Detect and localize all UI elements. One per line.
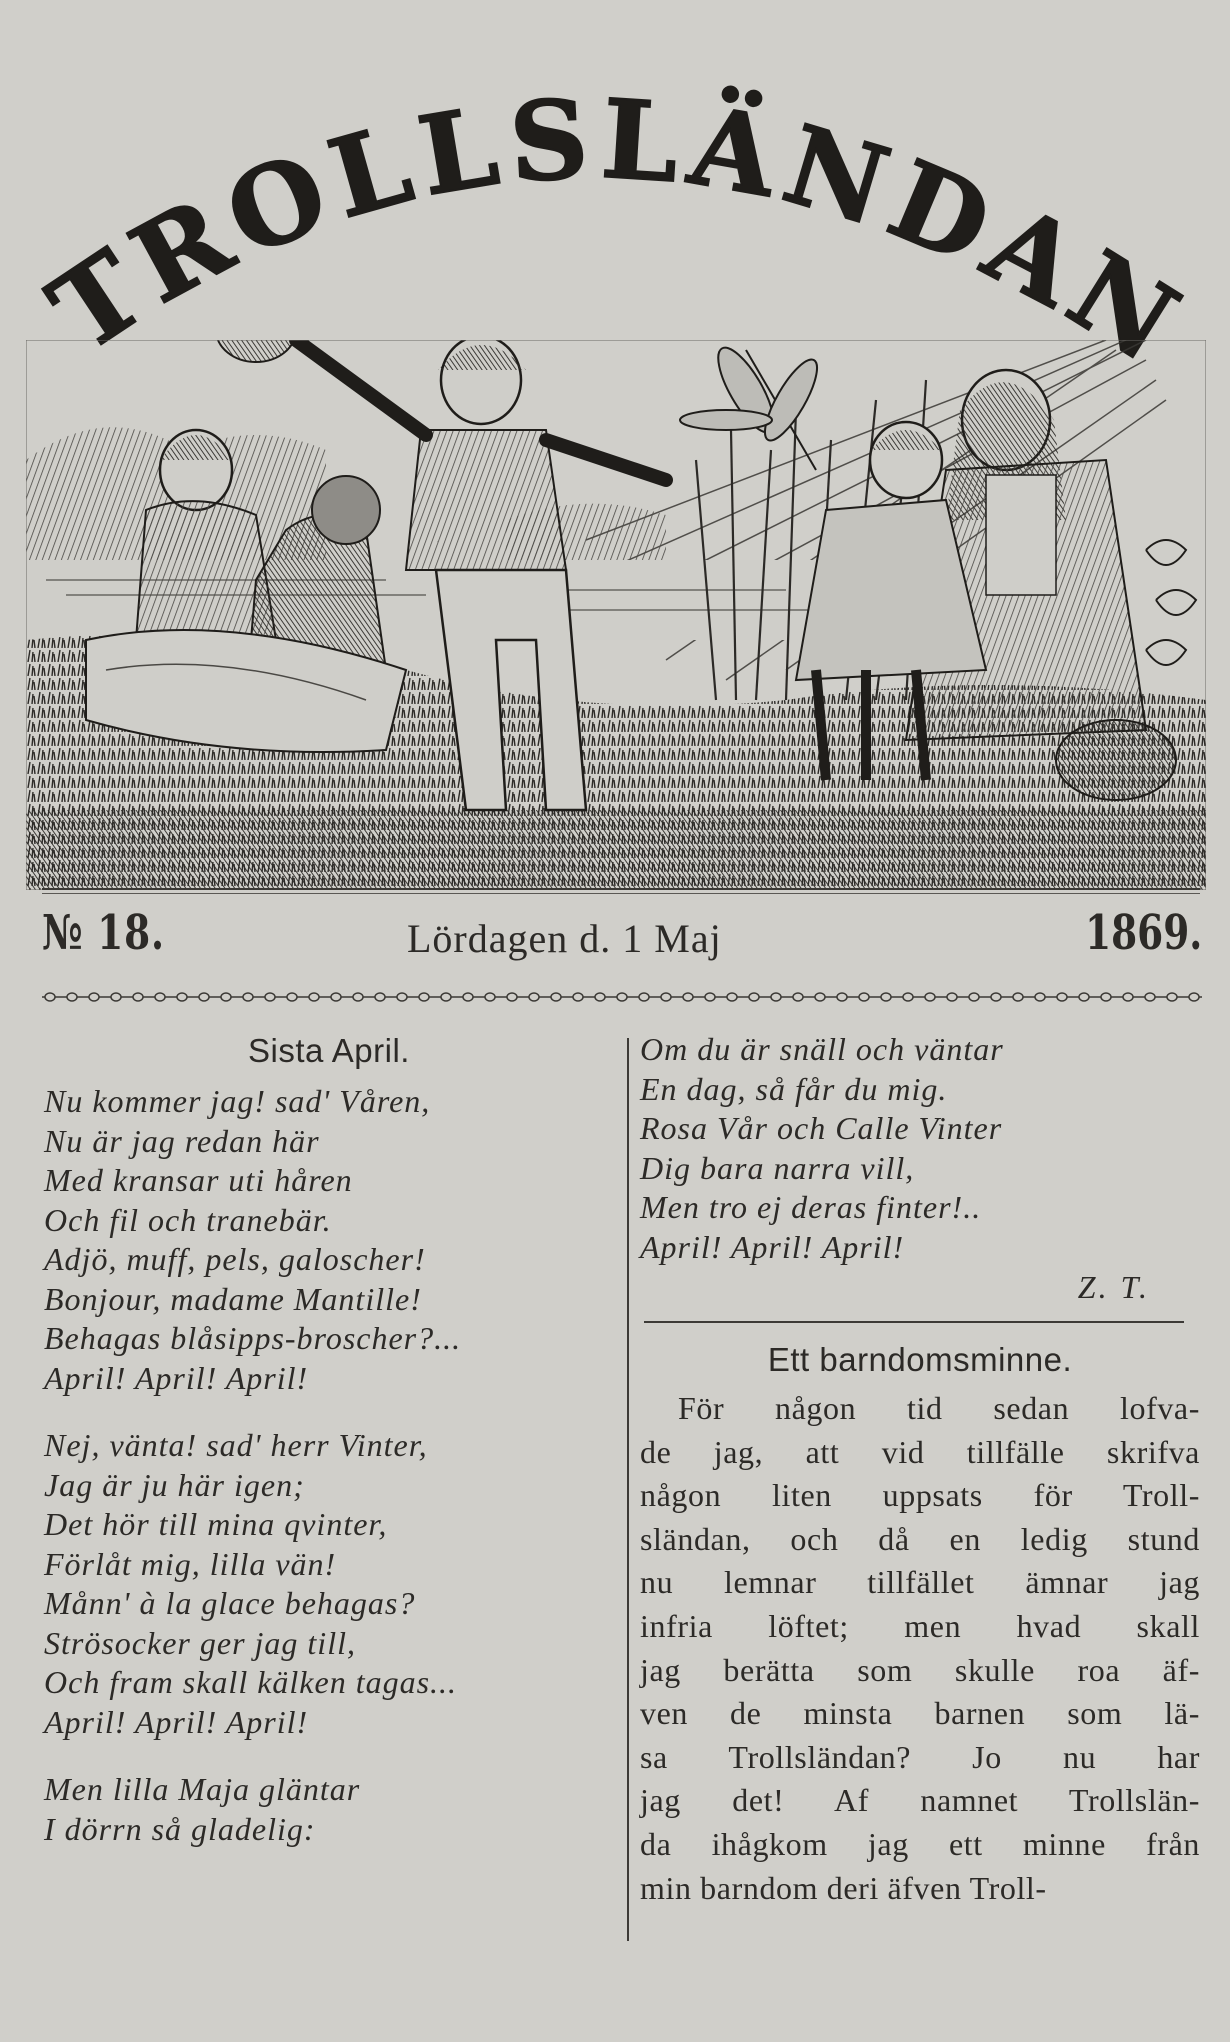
chain-link [199, 993, 209, 1001]
poem-stanza-2 [44, 1426, 614, 1742]
chain-link [441, 993, 451, 1001]
chain-link [485, 993, 495, 1001]
verse-line: I dörrn så gladelig: [44, 1810, 316, 1847]
chain-link [969, 993, 979, 1001]
chain-link [67, 993, 77, 1001]
issue-year: 1869. [1084, 905, 1202, 961]
prose-line: För någon tid sedan lofva- [678, 1390, 1200, 1426]
verse-line: Strösocker ger jag till, [44, 1624, 356, 1661]
chain-link [1189, 993, 1199, 1001]
issue-date: Lördagen d. 1 Maj [407, 916, 722, 961]
chain-link [749, 993, 759, 1001]
chain-link [837, 993, 847, 1001]
chain-link [705, 993, 715, 1001]
header-rule [42, 888, 1200, 890]
prose-line: nu lemnar tillfället ämnar jag [640, 1564, 1200, 1601]
chain-link [881, 993, 891, 1001]
poem-signature: Z. T. [1077, 1269, 1150, 1305]
chain-link [1101, 993, 1111, 1001]
dragonfly-icon [680, 340, 826, 470]
chain-link [1013, 993, 1023, 1001]
chain-link [1123, 993, 1133, 1001]
chain-link [617, 993, 627, 1001]
chain-link [859, 993, 869, 1001]
issue-number: № 18. [42, 905, 165, 961]
prose-line: infria löftet; men hvad skall [640, 1607, 1200, 1644]
verse-line: Nu är jag redan här [44, 1122, 320, 1159]
verse-line: Bonjour, madame Mantille! [44, 1280, 422, 1317]
chain-link [727, 993, 737, 1001]
chain-link [1079, 993, 1089, 1001]
poem-title: Sista April. [248, 1032, 410, 1069]
chain-link [331, 993, 341, 1001]
prose-line: sa Trollsländan? Jo nu har [640, 1738, 1200, 1775]
header-rule-thin [42, 893, 1200, 894]
chain-link [683, 993, 693, 1001]
chain-link [45, 993, 55, 1001]
chain-link [287, 993, 297, 1001]
prose-line: någon liten uppsats för Troll- [640, 1477, 1200, 1514]
chain-link [925, 993, 935, 1001]
prose-line: jag det! Af namnet Trollslän- [640, 1782, 1200, 1819]
chain-link [133, 993, 143, 1001]
chain-link [221, 993, 231, 1001]
verse-line: Behagas blåsipps-broscher?... [44, 1320, 462, 1356]
verse-line: April! April! April! [44, 1703, 309, 1740]
masthead-engraving [26, 340, 1206, 890]
verse-line: Men lilla Maja gläntar [44, 1771, 361, 1807]
verse-line: Nu kommer jag! sad' Våren, [44, 1083, 431, 1119]
verse-line: Men tro ej deras finter!.. [640, 1189, 982, 1225]
chain-link [573, 993, 583, 1001]
chain-link [903, 993, 913, 1001]
verse-line: En dag, så får du mig. [640, 1070, 948, 1107]
verse-line: Om du är snäll och väntar [640, 1031, 1004, 1067]
chain-link [661, 993, 671, 1001]
verse-line: Och fram skall kälken tagas... [44, 1664, 458, 1700]
chain-link [89, 993, 99, 1001]
chain-link [947, 993, 957, 1001]
chain-link [243, 993, 253, 1001]
chain-link [793, 993, 803, 1001]
chain-link [309, 993, 319, 1001]
poem-stanza-3 [44, 1770, 614, 1849]
prose-line: ven de minsta barnen som lä- [640, 1695, 1200, 1732]
prose-line: min barndom deri äfven Troll- [640, 1869, 1047, 1906]
prose-line: da ihågkom jag ett minne från [640, 1825, 1200, 1862]
chain-link [177, 993, 187, 1001]
verse-line: April! April! April! [44, 1359, 309, 1396]
chain-link [1057, 993, 1067, 1001]
right-column [640, 1030, 1200, 1910]
chain-border [42, 990, 1202, 1004]
chain-link [111, 993, 121, 1001]
verse-line: Dig bara narra vill, [640, 1149, 915, 1186]
chain-link [595, 993, 605, 1001]
verse-line: Det hör till mina qvinter, [44, 1506, 388, 1542]
poem-stanza-1 [44, 1082, 614, 1398]
chain-link [529, 993, 539, 1001]
chain-link [1145, 993, 1155, 1001]
verse-line: Adjö, muff, pels, galoscher! [44, 1241, 426, 1277]
chain-link [991, 993, 1001, 1001]
section-rule [644, 1321, 1184, 1323]
left-column [44, 1030, 614, 1849]
chain-link [419, 993, 429, 1001]
poem-stanza-3-continued [640, 1030, 1200, 1267]
verse-line: Och fil och tranebär. [44, 1201, 332, 1238]
chain-link [353, 993, 363, 1001]
verse-line: Förlåt mig, lilla vän! [44, 1545, 337, 1582]
chain-link [551, 993, 561, 1001]
verse-line: Med kransar uti håren [44, 1162, 353, 1198]
chain-link [1167, 993, 1177, 1001]
chain-link [507, 993, 517, 1001]
story-title: Ett barndomsminne. [767, 1341, 1073, 1378]
chain-link [375, 993, 385, 1001]
prose-line: jag berätta som skulle roa äf- [640, 1651, 1200, 1688]
verse-line: Månn' à la glace behagas? [44, 1585, 416, 1621]
chain-link [639, 993, 649, 1001]
chain-link [463, 993, 473, 1001]
chain-link [265, 993, 275, 1001]
svg-text:TROLLSLÄNDAN: TROLLSLÄNDAN [29, 76, 1206, 393]
verse-line: Jag är ju här igen; [44, 1466, 305, 1503]
prose-line: de jag, att vid tillfälle skrifva [640, 1433, 1200, 1470]
issue-line [42, 905, 1202, 975]
chain-link [815, 993, 825, 1001]
chain-link [1035, 993, 1045, 1001]
prose-line: sländan, och då en ledig stund [640, 1520, 1200, 1557]
chain-link [397, 993, 407, 1001]
story-body [640, 1387, 1200, 1910]
verse-line: Rosa Vår och Calle Vinter [640, 1110, 1003, 1146]
chain-link [155, 993, 165, 1001]
masthead [26, 40, 1206, 850]
verse-line: Nej, vänta! sad' herr Vinter, [44, 1427, 428, 1463]
chain-link [771, 993, 781, 1001]
verse-line: April! April! April! [640, 1228, 905, 1265]
column-divider [627, 1038, 629, 1941]
